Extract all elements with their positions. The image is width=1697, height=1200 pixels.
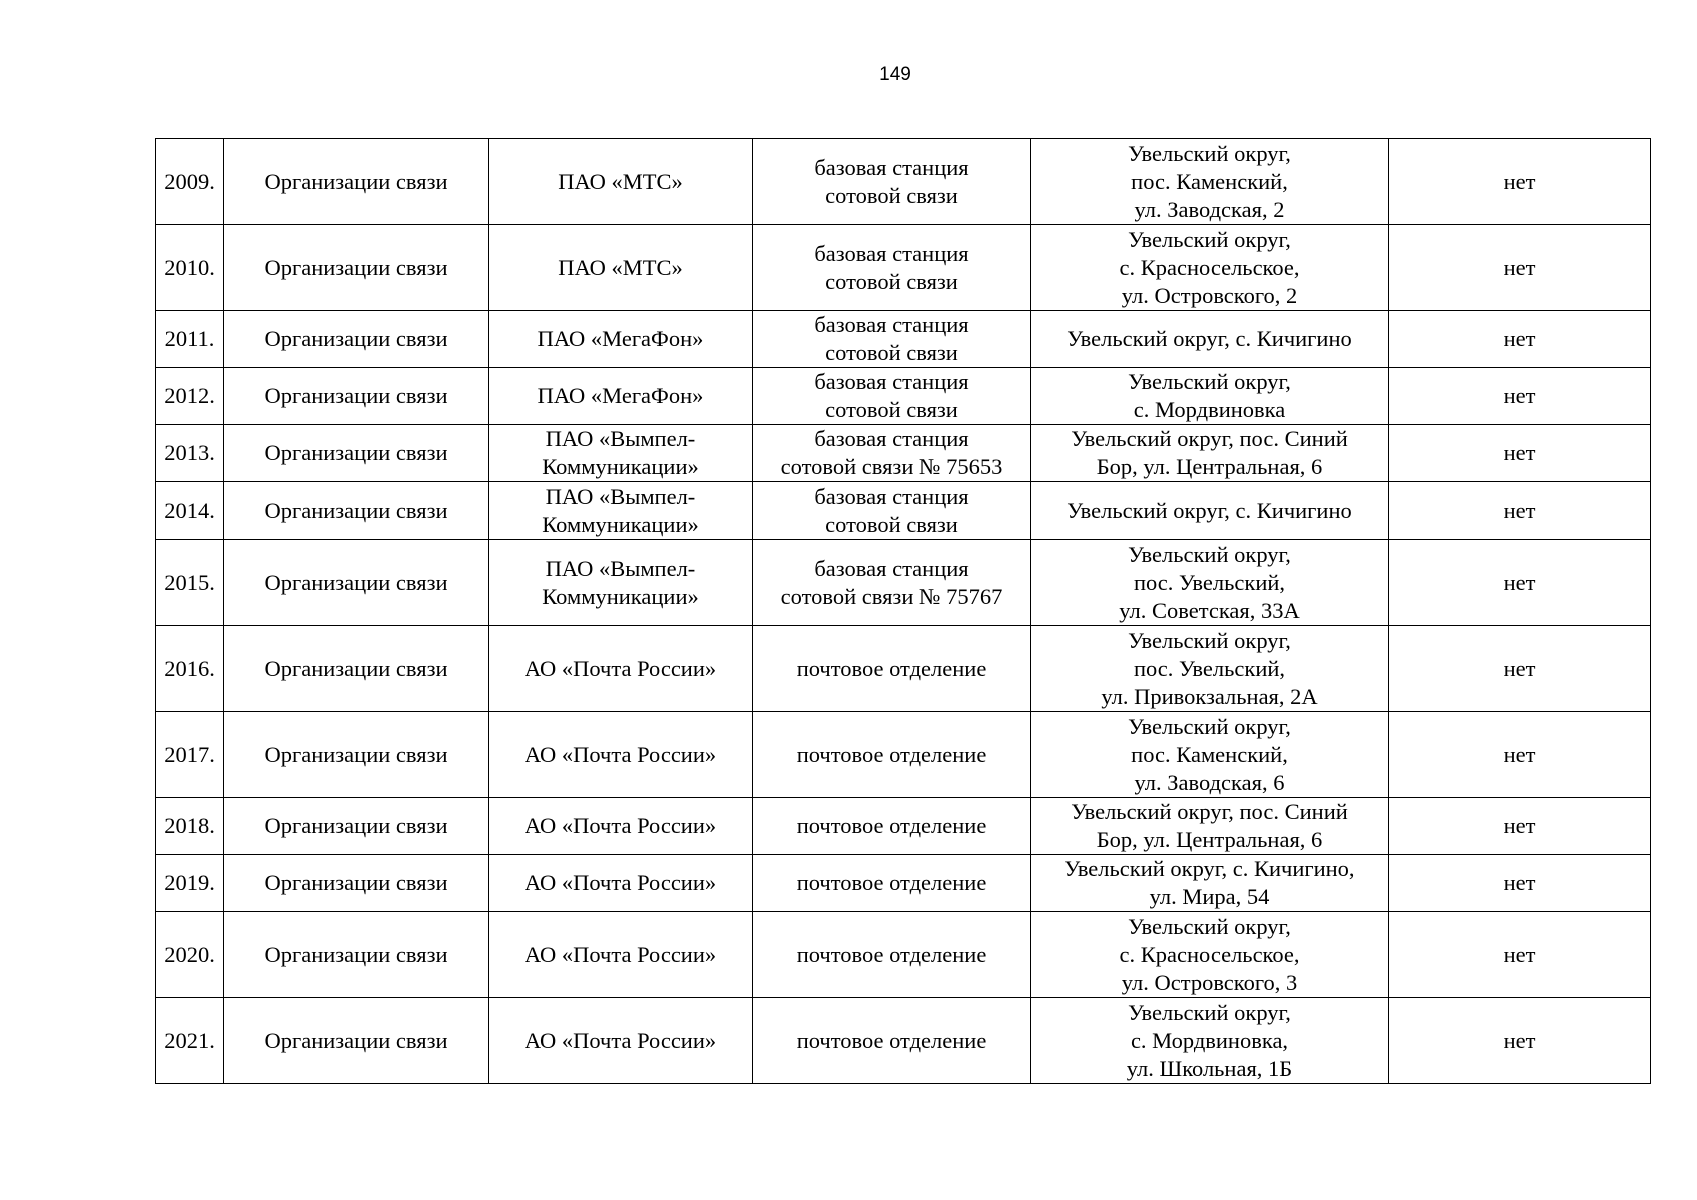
table-row <box>156 712 1651 798</box>
category-cell: Организации связи <box>224 225 489 311</box>
organization-cell: АО «Почта России» <box>489 798 753 855</box>
flag-cell: нет <box>1389 540 1651 626</box>
flag-cell: нет <box>1389 712 1651 798</box>
table-row <box>156 425 1651 482</box>
row-number-cell: 2013. <box>156 425 224 482</box>
address-cell: Увельский округ, с. Кичигино <box>1031 482 1389 540</box>
flag-cell: нет <box>1389 912 1651 998</box>
flag-cell: нет <box>1389 139 1651 225</box>
address-cell: Увельский округ, с. Кичигино <box>1031 311 1389 368</box>
object-cell: базовая станция сотовой связи № 75653 <box>753 425 1031 482</box>
organization-cell: АО «Почта России» <box>489 855 753 912</box>
category-cell: Организации связи <box>224 425 489 482</box>
table-row <box>156 225 1651 311</box>
row-number-cell: 2014. <box>156 482 224 540</box>
row-number-cell: 2011. <box>156 311 224 368</box>
address-cell: Увельский округ, пос. Каменский, ул. Заводская, 6 <box>1031 712 1389 798</box>
object-cell: почтовое отделение <box>753 798 1031 855</box>
table-row <box>156 855 1651 912</box>
category-cell: Организации связи <box>224 855 489 912</box>
object-cell: базовая станция сотовой связи <box>753 482 1031 540</box>
object-cell: базовая станция сотовой связи <box>753 225 1031 311</box>
category-cell: Организации связи <box>224 311 489 368</box>
flag-cell: нет <box>1389 368 1651 425</box>
category-cell: Организации связи <box>224 998 489 1084</box>
flag-cell: нет <box>1389 798 1651 855</box>
table-row <box>156 626 1651 712</box>
flag-cell: нет <box>1389 998 1651 1084</box>
row-number-cell: 2019. <box>156 855 224 912</box>
address-cell: Увельский округ, пос. Увельский, ул. Советская, 33А <box>1031 540 1389 626</box>
object-cell: почтовое отделение <box>753 912 1031 998</box>
address-cell: Увельский округ, с. Кичигино, ул. Мира, 54 <box>1031 855 1389 912</box>
row-number-cell: 2015. <box>156 540 224 626</box>
table-row <box>156 540 1651 626</box>
row-number-cell: 2018. <box>156 798 224 855</box>
table-row <box>156 912 1651 998</box>
table-row <box>156 311 1651 368</box>
category-cell: Организации связи <box>224 540 489 626</box>
address-cell: Увельский округ, пос. Синий Бор, ул. Центральная, 6 <box>1031 425 1389 482</box>
organization-cell: ПАО «МегаФон» <box>489 311 753 368</box>
category-cell: Организации связи <box>224 626 489 712</box>
row-number-cell: 2021. <box>156 998 224 1084</box>
address-cell: Увельский округ, с. Красносельское, ул. Островского, 3 <box>1031 912 1389 998</box>
organization-cell: АО «Почта России» <box>489 712 753 798</box>
table-row <box>156 998 1651 1084</box>
flag-cell: нет <box>1389 225 1651 311</box>
category-cell: Организации связи <box>224 368 489 425</box>
registry-table <box>155 138 1651 1084</box>
address-cell: Увельский округ, пос. Увельский, ул. Привокзальная, 2А <box>1031 626 1389 712</box>
table-row <box>156 139 1651 225</box>
organization-cell: АО «Почта России» <box>489 912 753 998</box>
object-cell: почтовое отделение <box>753 998 1031 1084</box>
flag-cell: нет <box>1389 425 1651 482</box>
address-cell: Увельский округ, пос. Каменский, ул. Заводская, 2 <box>1031 139 1389 225</box>
object-cell: базовая станция сотовой связи <box>753 368 1031 425</box>
row-number-cell: 2016. <box>156 626 224 712</box>
organization-cell: ПАО «МТС» <box>489 139 753 225</box>
table-row <box>156 798 1651 855</box>
object-cell: базовая станция сотовой связи <box>753 311 1031 368</box>
page-number: 149 <box>879 64 911 85</box>
organization-cell: ПАО «МТС» <box>489 225 753 311</box>
object-cell: базовая станция сотовой связи № 75767 <box>753 540 1031 626</box>
row-number-cell: 2012. <box>156 368 224 425</box>
flag-cell: нет <box>1389 311 1651 368</box>
flag-cell: нет <box>1389 855 1651 912</box>
address-cell: Увельский округ, с. Красносельское, ул. Островского, 2 <box>1031 225 1389 311</box>
category-cell: Организации связи <box>224 798 489 855</box>
category-cell: Организации связи <box>224 139 489 225</box>
address-cell: Увельский округ, с. Мордвиновка, ул. Школьная, 1Б <box>1031 998 1389 1084</box>
organization-cell: АО «Почта России» <box>489 998 753 1084</box>
category-cell: Организации связи <box>224 712 489 798</box>
table-row <box>156 482 1651 540</box>
organization-cell: АО «Почта России» <box>489 626 753 712</box>
row-number-cell: 2009. <box>156 139 224 225</box>
object-cell: почтовое отделение <box>753 712 1031 798</box>
table-row <box>156 368 1651 425</box>
address-cell: Увельский округ, пос. Синий Бор, ул. Центральная, 6 <box>1031 798 1389 855</box>
organization-cell: ПАО «Вымпел- Коммуникации» <box>489 425 753 482</box>
flag-cell: нет <box>1389 482 1651 540</box>
object-cell: базовая станция сотовой связи <box>753 139 1031 225</box>
organization-cell: ПАО «МегаФон» <box>489 368 753 425</box>
row-number-cell: 2010. <box>156 225 224 311</box>
organization-cell: ПАО «Вымпел- Коммуникации» <box>489 482 753 540</box>
row-number-cell: 2020. <box>156 912 224 998</box>
category-cell: Организации связи <box>224 912 489 998</box>
object-cell: почтовое отделение <box>753 626 1031 712</box>
flag-cell: нет <box>1389 626 1651 712</box>
row-number-cell: 2017. <box>156 712 224 798</box>
category-cell: Организации связи <box>224 482 489 540</box>
object-cell: почтовое отделение <box>753 855 1031 912</box>
organization-cell: ПАО «Вымпел- Коммуникации» <box>489 540 753 626</box>
address-cell: Увельский округ, с. Мордвиновка <box>1031 368 1389 425</box>
